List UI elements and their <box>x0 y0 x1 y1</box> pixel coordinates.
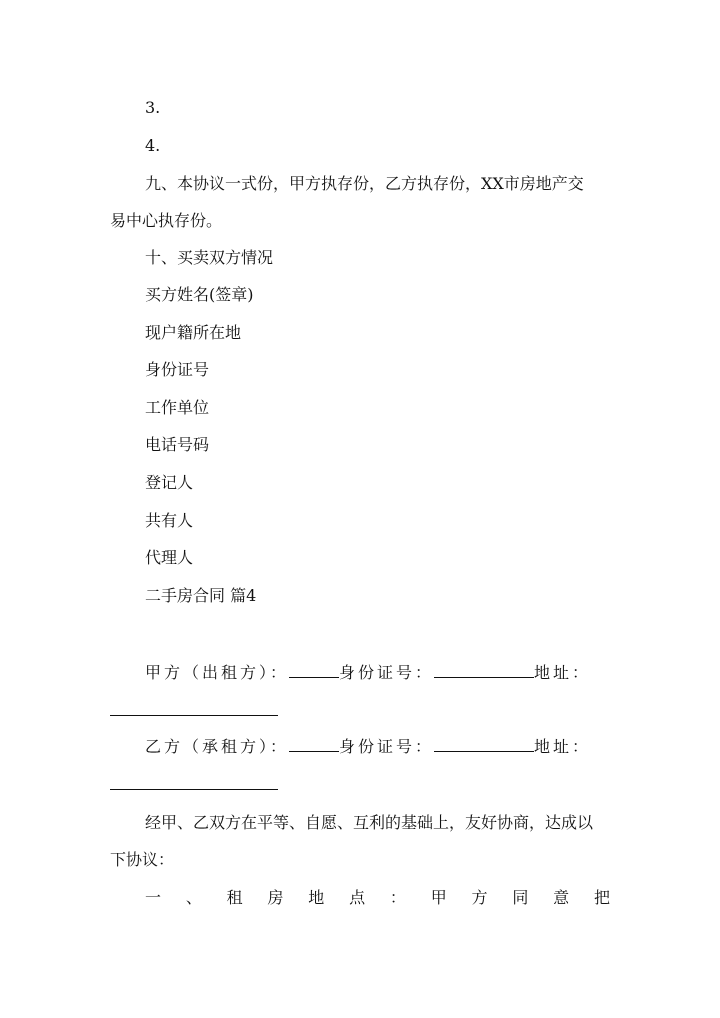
registrant-label: 登记人 <box>145 473 194 492</box>
party-b-address-label: 地址： <box>534 737 592 756</box>
party-a-address-line <box>110 700 610 722</box>
party-a-address-label: 地址： <box>534 663 592 682</box>
clause-1-line <box>145 887 610 909</box>
buyer-hukou-label: 现户籍所在地 <box>145 323 242 342</box>
clause-1-char: 方 <box>471 888 488 907</box>
party-b-id-blank <box>434 737 534 752</box>
clause-10-title: 十、买卖双方情况 <box>145 248 274 267</box>
party-a-id-blank <box>434 663 534 678</box>
clause-9-line-1: 九、本协议一式份，甲方执存份，乙方执存份，XX市房地产交 <box>145 174 584 193</box>
buyer-id-label: 身份证号 <box>145 360 210 379</box>
clause-1-char: ： <box>389 888 406 907</box>
party-a-id-label: 身份证号： <box>339 663 435 682</box>
clause-1-char: 点 <box>349 888 366 907</box>
clause-1-char: 租 <box>226 888 243 907</box>
party-a-blank <box>289 663 339 678</box>
party-b-address-blank <box>110 775 278 790</box>
agent-label: 代理人 <box>145 548 194 567</box>
party-b-id-label: 身份证号： <box>339 737 435 756</box>
clause-1-char: 甲 <box>430 888 447 907</box>
section-title: 二手房合同 篇4 <box>145 586 257 605</box>
party-a-line <box>145 662 610 684</box>
party-a-address-blank <box>110 701 278 716</box>
co-owner-label: 共有人 <box>145 511 194 530</box>
party-b-label: 乙方（承租方）： <box>145 737 290 756</box>
clause-1-char: 意 <box>553 888 570 907</box>
party-b-blank <box>289 737 339 752</box>
buyer-name-label: 买方姓名(签章) <box>145 285 254 304</box>
party-b-address-line <box>110 774 610 796</box>
clause-1-char: 地 <box>308 888 325 907</box>
party-a-label: 甲方（出租方）： <box>145 663 290 682</box>
party-b-line <box>145 736 610 758</box>
intro-line-2: 下协议： <box>110 850 175 869</box>
list-item-3: 3. <box>145 98 161 117</box>
buyer-work-label: 工作单位 <box>145 398 210 417</box>
buyer-phone-label: 电话号码 <box>145 435 210 454</box>
clause-9-line-2: 易中心执存份。 <box>110 211 223 230</box>
intro-line-1: 经甲、乙双方在平等、自愿、互利的基础上，友好协商，达成以 <box>145 813 594 832</box>
clause-1-char: 、 <box>185 888 202 907</box>
clause-1-char: 房 <box>267 888 284 907</box>
clause-1-char: 一 <box>145 888 162 907</box>
clause-1-char: 把 <box>593 888 610 907</box>
clause-1-char: 同 <box>512 888 529 907</box>
list-item-4: 4. <box>145 136 161 155</box>
